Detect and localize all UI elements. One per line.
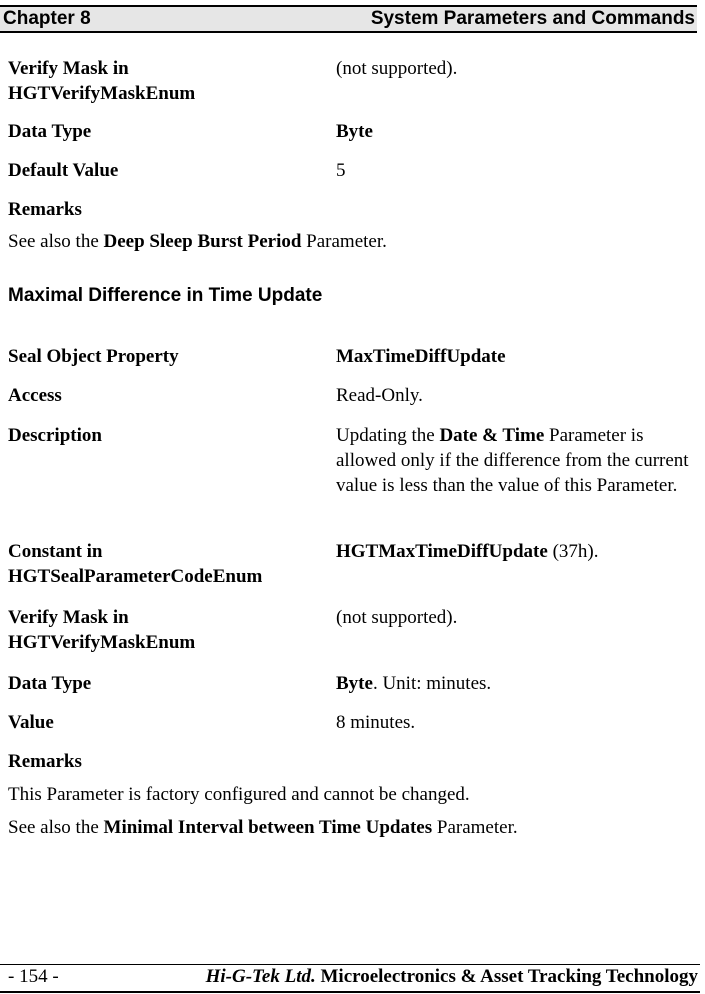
row-value: (not supported). <box>336 58 458 79</box>
row-label: Constant in HGTSealParameterCodeEnum <box>8 541 263 587</box>
row-label: Seal Object Property <box>8 346 179 367</box>
remarks-heading: Remarks <box>8 751 82 772</box>
remarks-text: See also the Deep Sleep Burst Period Parameter. <box>8 231 387 252</box>
row-value: Updating the Date & Time Parameter is allowed only if the difference from the current value is less than the value of this Parameter. <box>336 425 689 496</box>
section-title: Maximal Difference in Time Update <box>8 285 323 306</box>
row-label: Data Type <box>8 121 92 142</box>
row-value: (not supported). <box>336 607 458 628</box>
row-label: Verify Mask in HGTVerifyMaskEnum <box>8 58 196 104</box>
row-value: 5 <box>336 160 346 181</box>
row-label: Description <box>8 425 102 446</box>
row-label: Verify Mask in HGTVerifyMaskEnum <box>8 607 196 653</box>
remarks-text: See also the Minimal Interval between Time Updates Parameter. <box>8 817 518 838</box>
chapter-title: System Parameters and Commands <box>370 8 695 29</box>
row-label: Data Type <box>8 673 92 694</box>
parameter-reference: Deep Sleep Burst Period <box>103 231 302 252</box>
row-value: 8 minutes. <box>336 712 416 733</box>
row-value: Byte. Unit: minutes. <box>336 673 492 694</box>
row-label: Value <box>8 712 54 733</box>
chapter-label: Chapter 8 <box>3 8 91 29</box>
row-label: Default Value <box>8 160 119 181</box>
page-number: - 154 - <box>8 966 59 987</box>
page-footer <box>0 964 700 993</box>
remarks-text: This Parameter is factory configured and cannot be changed. <box>8 784 470 805</box>
company-line <box>206 966 698 988</box>
row-value: HGTMaxTimeDiffUpdate (37h). <box>336 541 599 562</box>
remarks-heading: Remarks <box>8 199 82 220</box>
page-header <box>0 5 697 33</box>
row-value: Byte <box>336 121 373 142</box>
parameter-reference: Minimal Interval between Time Updates <box>103 817 433 838</box>
row-value: Read-Only. <box>336 385 423 406</box>
row-label: Access <box>8 385 62 406</box>
row-value: MaxTimeDiffUpdate <box>336 346 506 367</box>
company-name: Hi-G-Tek Ltd. <box>205 966 316 987</box>
company-tagline: Microelectronics & Asset Tracking Technology <box>315 966 698 987</box>
